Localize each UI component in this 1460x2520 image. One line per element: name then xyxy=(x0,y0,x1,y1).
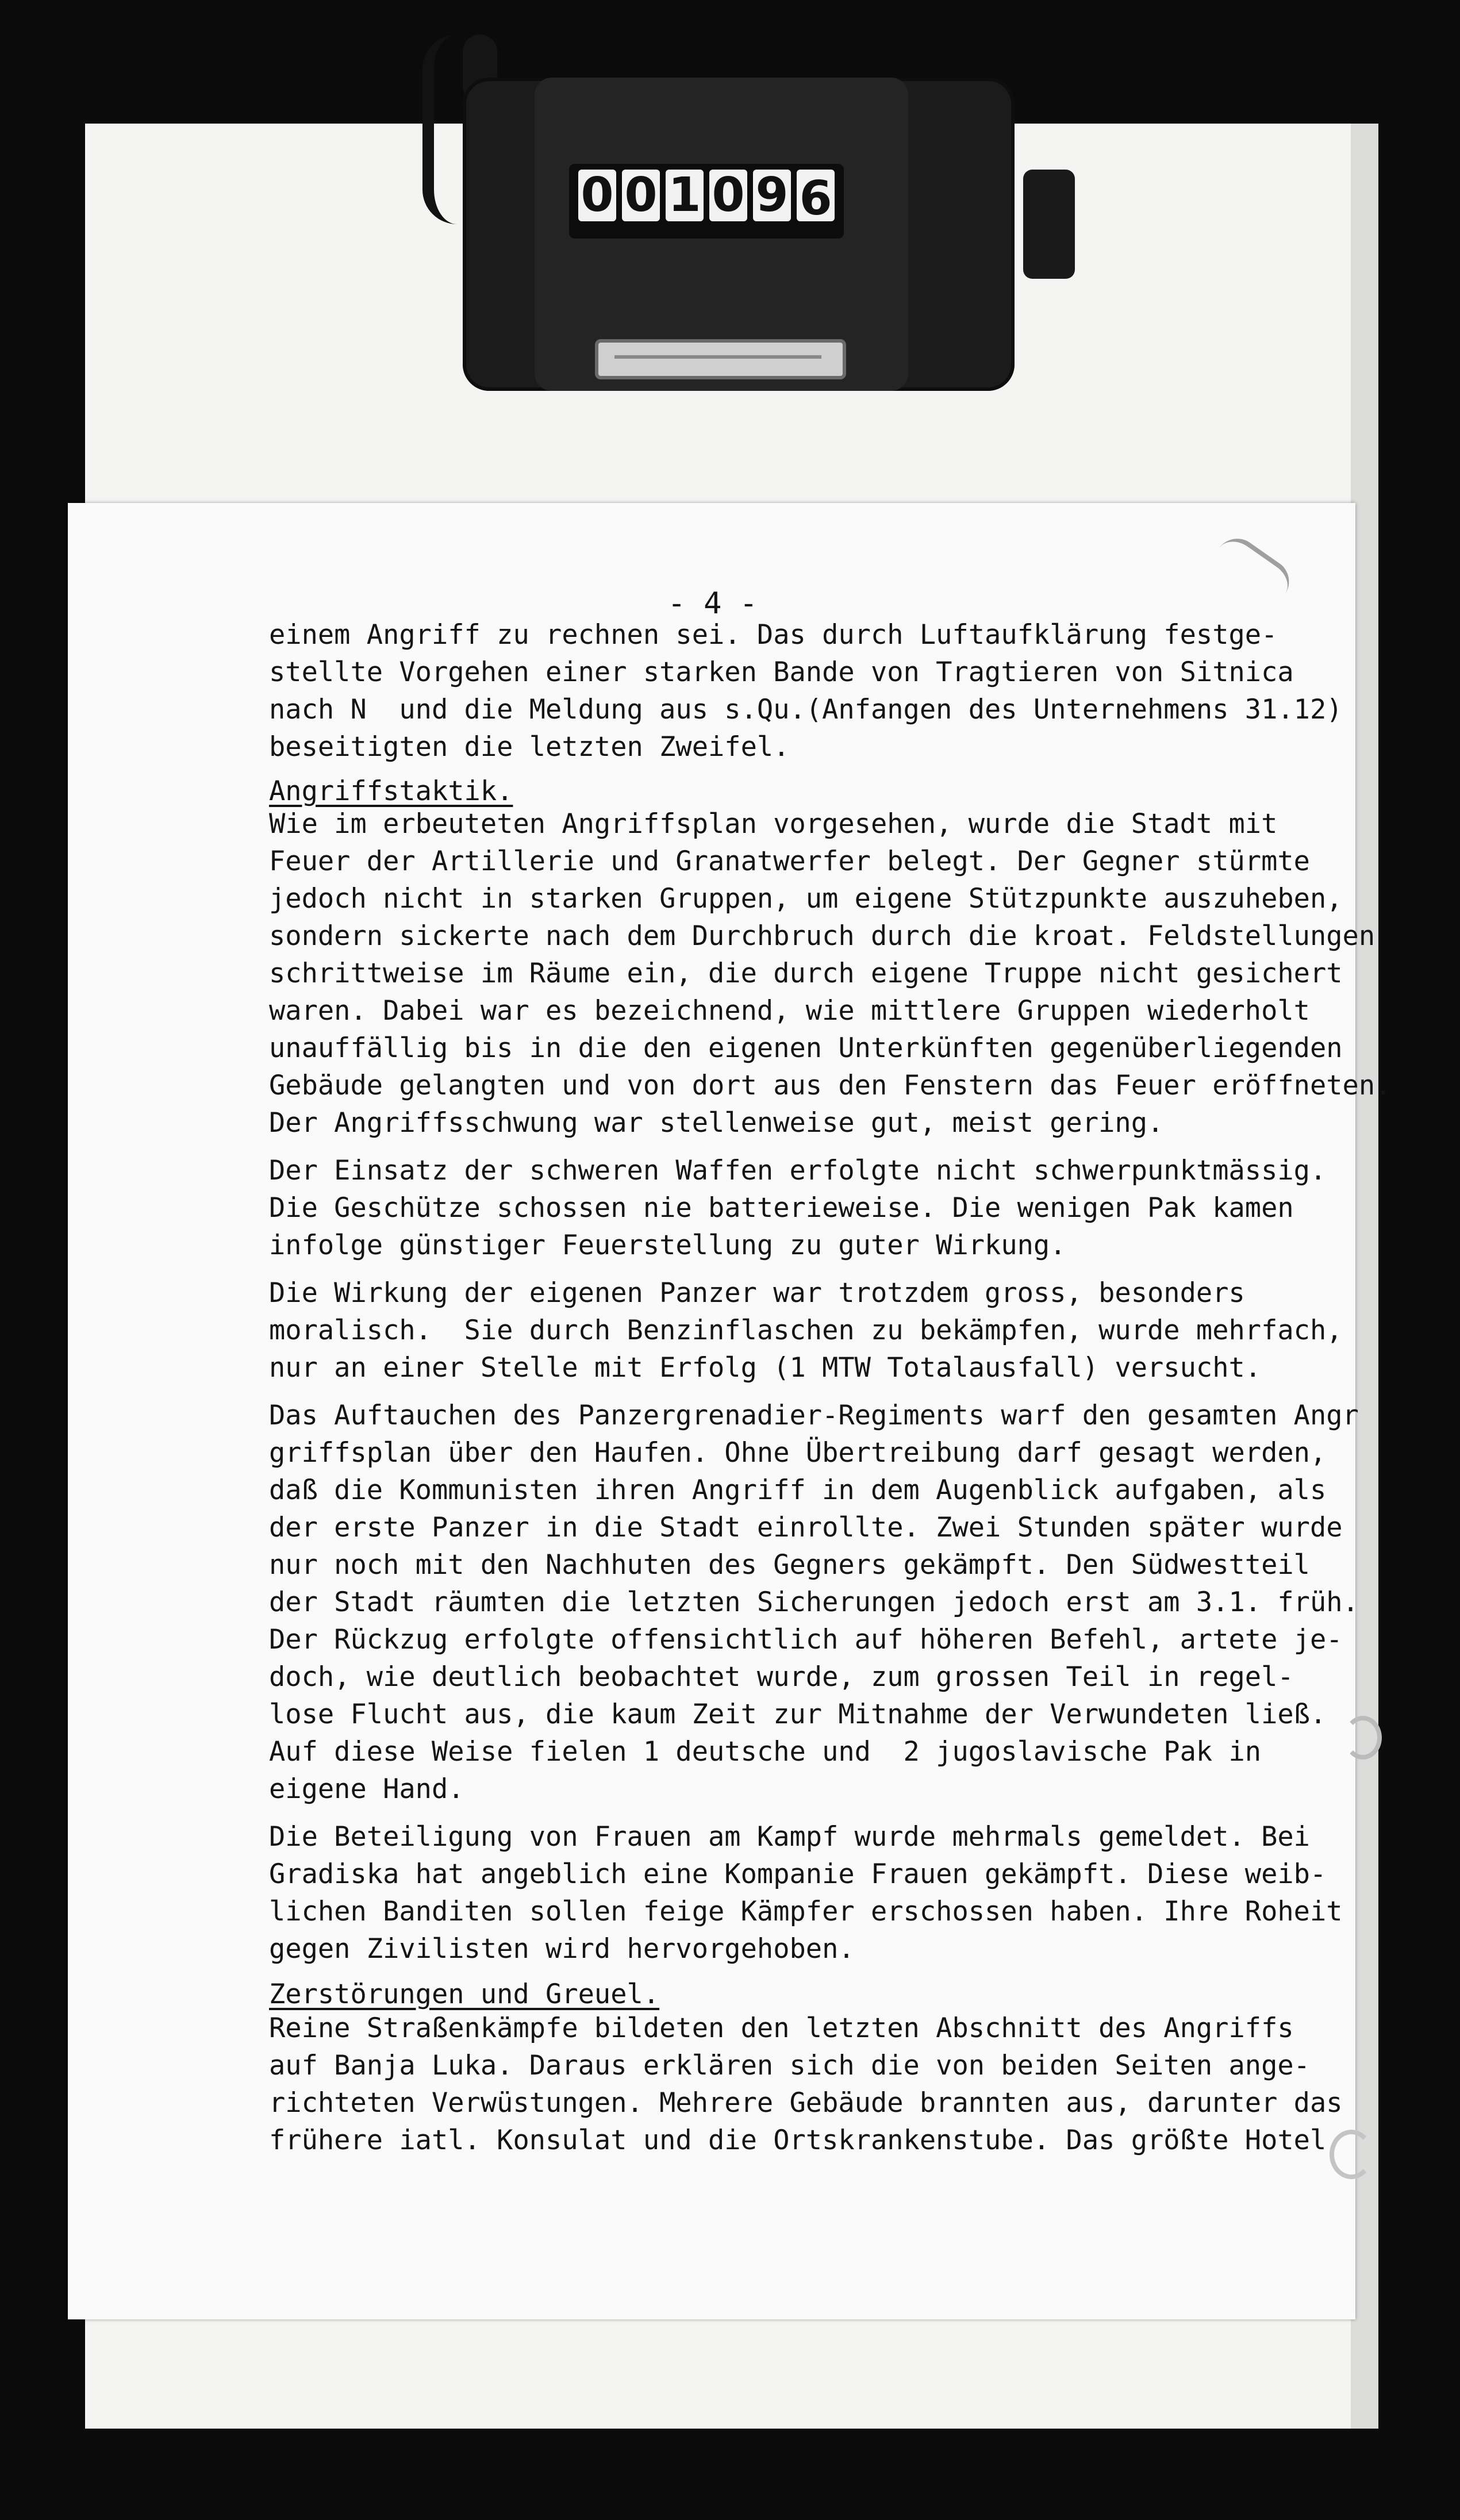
punch-mark xyxy=(1330,2130,1373,2179)
text-line: eigene Hand. xyxy=(269,1773,464,1805)
counter-plate-engraving xyxy=(614,355,821,359)
counter-digit: 9 xyxy=(753,170,791,221)
text-line: Gebäude gelangten und von dort aus den Fenstern das Feuer eröffneten. xyxy=(269,1070,1392,1101)
text-line: Wie im erbeuteten Angriffsplan vorgesehen, wurde die Stadt mit xyxy=(269,808,1278,840)
counter-digit: 9 xyxy=(797,170,835,221)
text-line: richteten Verwüstungen. Mehrere Gebäude brannten aus, darunter das xyxy=(269,2087,1343,2119)
counter-display xyxy=(569,164,844,239)
punch-mark xyxy=(1344,1716,1382,1760)
text-line: der erste Panzer in die Stadt einrollte. Zwei Stunden später wurde xyxy=(269,1512,1343,1543)
text-line: beseitigten die letzten Zweifel. xyxy=(269,731,790,763)
text-line: Der Einsatz der schweren Waffen erfolgte nicht schwerpunktmässig. xyxy=(269,1155,1327,1186)
text-line: Gradiska hat angeblich eine Kompanie Frauen gekämpft. Diese weib- xyxy=(269,1858,1327,1890)
text-line: lichen Banditen sollen feige Kämpfer erschossen haben. Ihre Roheit xyxy=(269,1896,1343,1927)
counter-digit: 0 xyxy=(578,170,616,221)
text-line: der Stadt räumten die letzten Sicherungen jedoch erst am 3.1. früh. xyxy=(269,1586,1359,1618)
text-line: infolge günstiger Feuerstellung zu guter Wirkung. xyxy=(269,1230,1066,1261)
text-line: doch, wie deutlich beobachtet wurde, zum grossen Teil in regel- xyxy=(269,1661,1294,1693)
text-line: jedoch nicht in starken Gruppen, um eigene Stützpunkte auszuheben, xyxy=(269,883,1343,915)
text-line: Das Auftauchen des Panzergrenadier-Regiments warf den gesamten Angr xyxy=(269,1400,1359,1431)
text-line: Die Wirkung der eigenen Panzer war trotzdem gross, besonders xyxy=(269,1277,1245,1309)
counter-knob xyxy=(1023,170,1075,279)
typed-page xyxy=(68,503,1392,2319)
text-line: Reine Straßenkämpfe bildeten den letzten Abschnitt des Angriffs xyxy=(269,2012,1294,2044)
counter-plate xyxy=(595,339,846,379)
text-line: Feuer der Artillerie und Granatwerfer belegt. Der Gegner stürmte xyxy=(269,846,1310,877)
section-heading: Angriffstaktik. xyxy=(269,775,513,807)
page-number: - 4 - xyxy=(667,586,758,621)
text-line: auf Banja Luka. Daraus erklären sich die von beiden Seiten ange- xyxy=(269,2050,1310,2081)
counter-digit: 0 xyxy=(709,170,747,221)
text-line: lose Flucht aus, die kaum Zeit zur Mitnahme der Verwundeten ließ. xyxy=(269,1699,1327,1730)
text-line: einem Angriff zu rechnen sei. Das durch Luftaufklärung festge- xyxy=(269,619,1278,651)
text-line: Der Rückzug erfolgte offensichtlich auf höheren Befehl, artete je- xyxy=(269,1624,1343,1655)
text-line: nur noch mit den Nachhuten des Gegners gekämpft. Den Südwestteil xyxy=(269,1549,1310,1581)
text-line: schrittweise im Räume ein, die durch eigene Truppe nicht gesichert xyxy=(269,958,1343,989)
text-line: unauffällig bis in die den eigenen Unterkünften gegenüberliegenden xyxy=(269,1032,1343,1064)
text-line: gegen Zivilisten wird hervorgehoben. xyxy=(269,1933,855,1965)
text-line: Die Geschütze schossen nie batterieweise. Die wenigen Pak kamen xyxy=(269,1192,1294,1224)
pen-mark xyxy=(1206,530,1297,613)
text-line: moralisch. Sie durch Benzinflaschen zu bekämpfen, wurde mehrfach, xyxy=(269,1315,1343,1346)
text-line: waren. Dabei war es bezeichnend, wie mittlere Gruppen wiederholt xyxy=(269,995,1310,1027)
text-line: daß die Kommunisten ihren Angriff in dem Augenblick aufgaben, als xyxy=(269,1474,1327,1506)
text-line: Die Beteiligung von Frauen am Kampf wurde mehrmals gemeldet. Bei xyxy=(269,1821,1310,1853)
text-line: frühere iatl. Konsulat und die Ortskrankenstube. Das größte Hotel xyxy=(269,2125,1327,2156)
counter-digit: 1 xyxy=(666,170,704,221)
text-line: Der Angriffsschwung war stellenweise gut, meist gering. xyxy=(269,1107,1164,1139)
counter-digit: 0 xyxy=(622,170,660,221)
section-heading: Zerstörungen und Greuel. xyxy=(269,1979,660,2010)
text-line: sondern sickerte nach dem Durchbruch durch die kroat. Feldstellungen xyxy=(269,920,1376,952)
text-line: nach N und die Meldung aus s.Qu.(Anfangen des Unternehmens 31.12) xyxy=(269,694,1343,725)
text-line: Auf diese Weise fielen 1 deutsche und 2 jugoslavische Pak in xyxy=(269,1736,1262,1768)
text-line: stellte Vorgehen einer starken Bande von Tragtieren von Sitnica xyxy=(269,656,1294,688)
text-line: nur an einer Stelle mit Erfolg (1 MTW Totalausfall) versucht. xyxy=(269,1352,1262,1384)
text-line: griffsplan über den Haufen. Ohne Übertreibung darf gesagt werden, xyxy=(269,1437,1327,1469)
